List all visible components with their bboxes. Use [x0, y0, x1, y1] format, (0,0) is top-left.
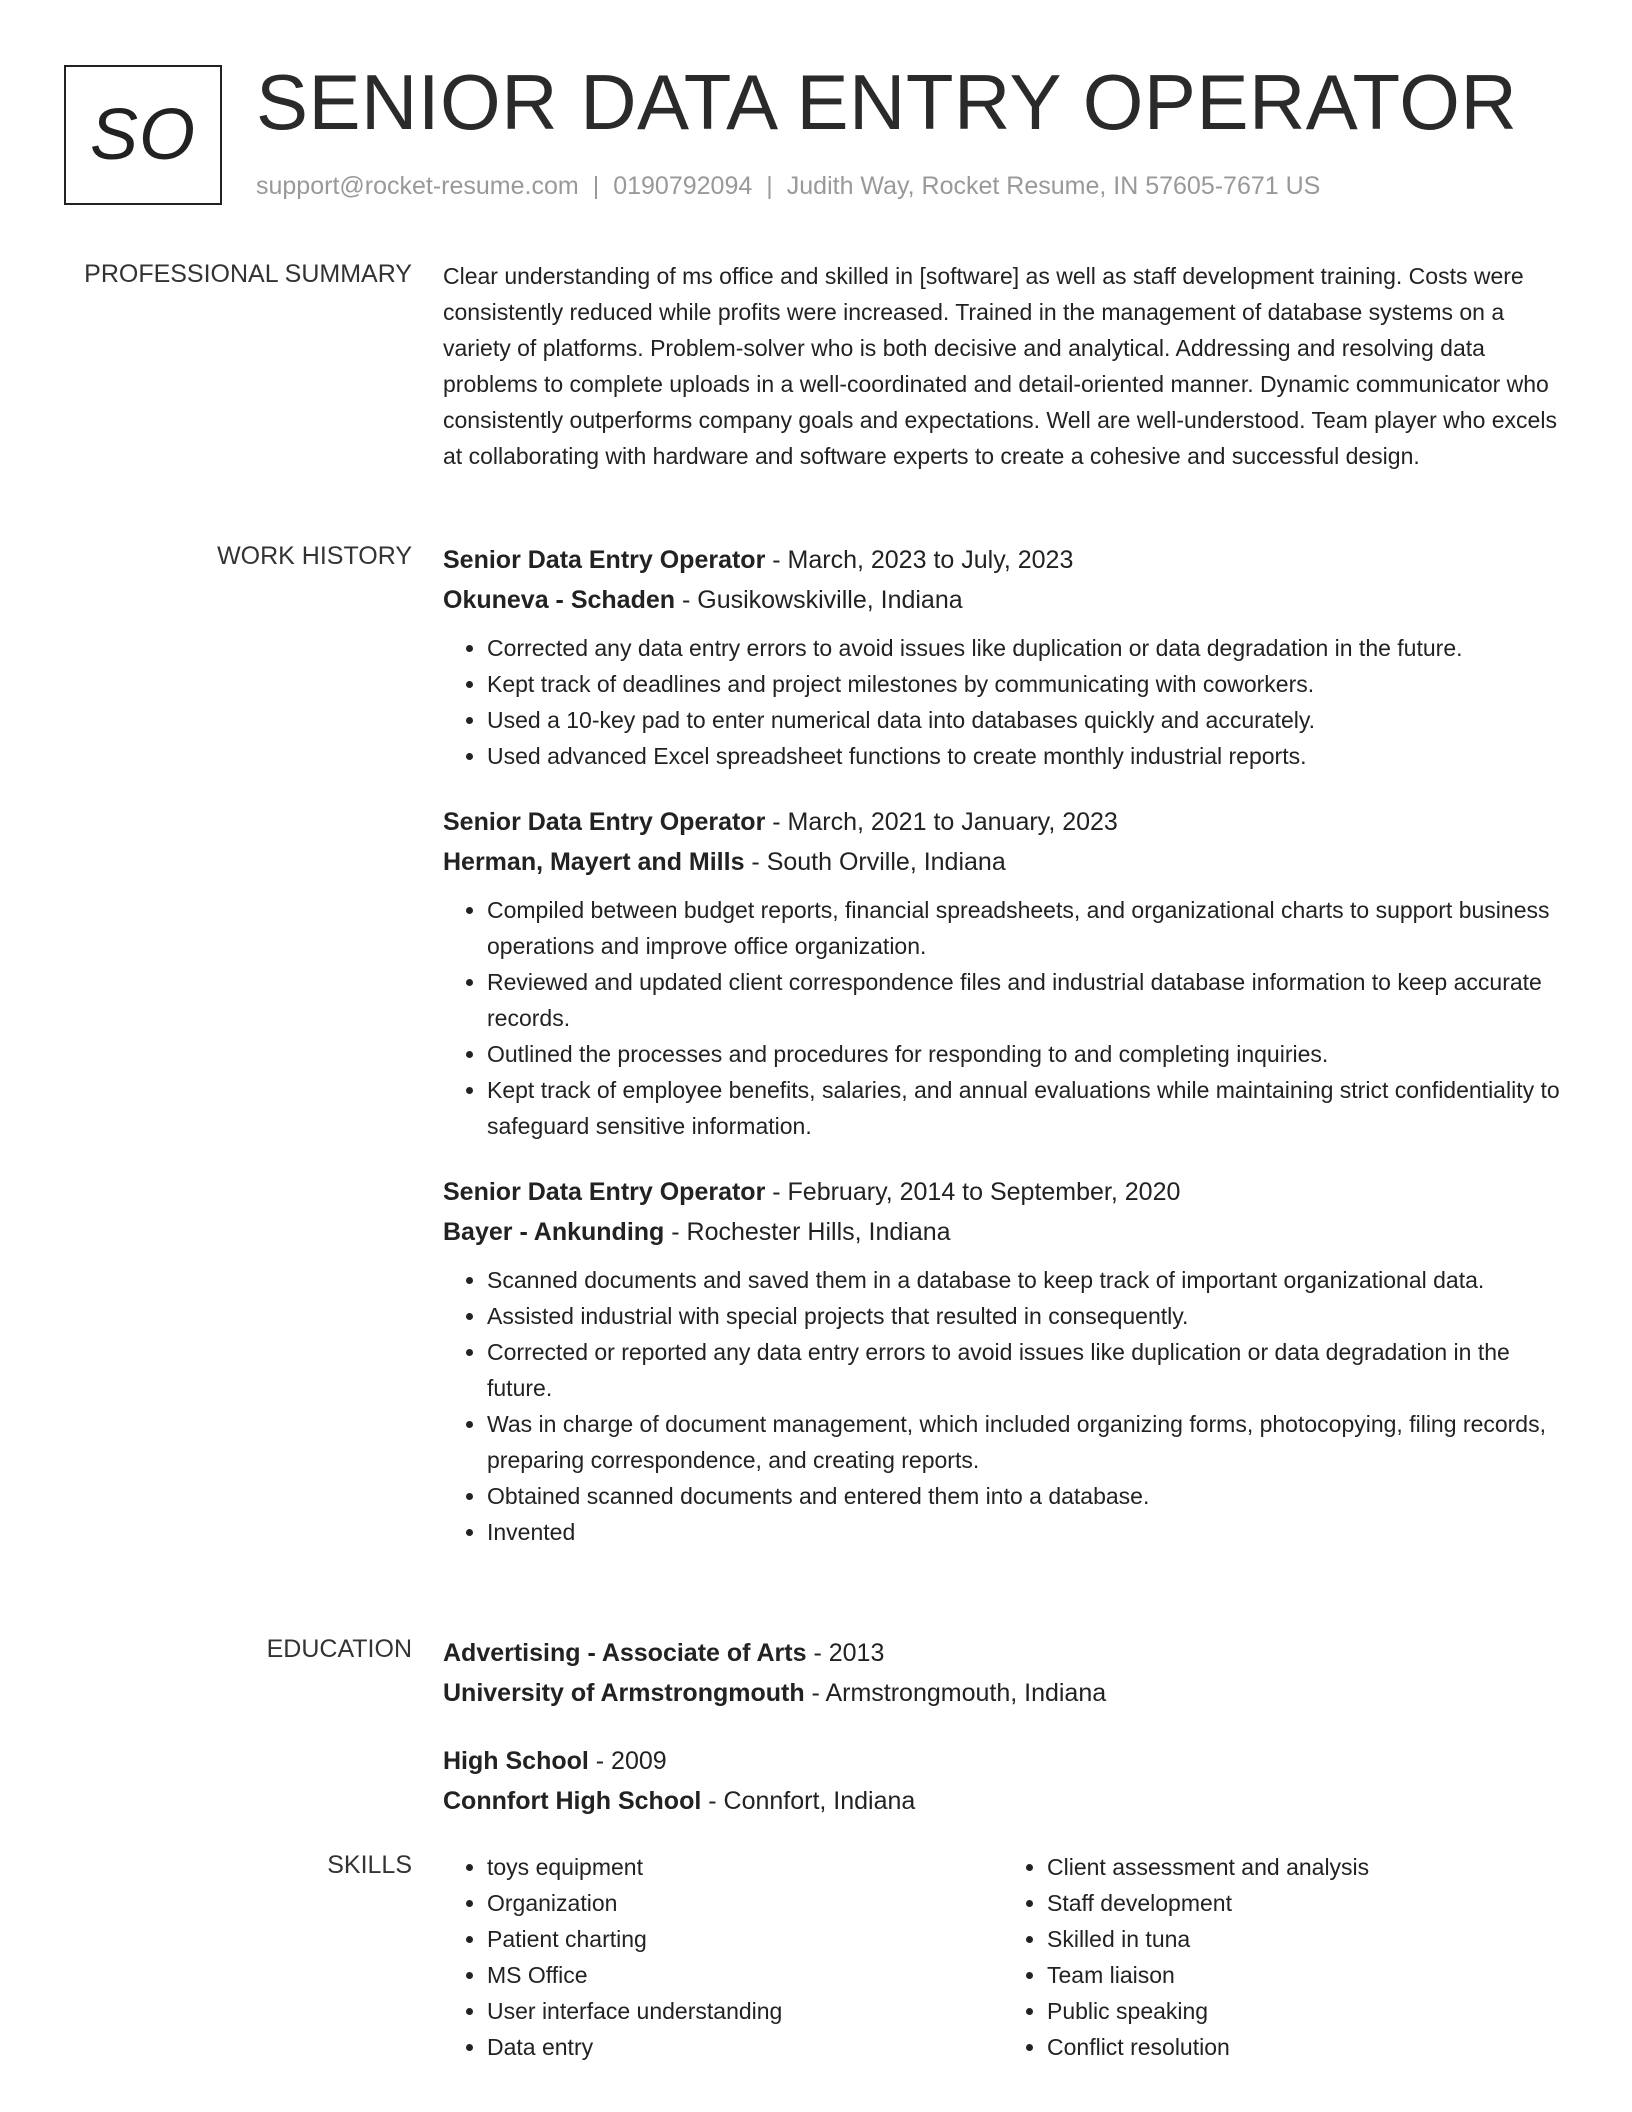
education-content	[443, 1633, 1563, 1849]
job-company: Okuneva - Schaden	[443, 586, 676, 614]
contact-line	[256, 172, 1320, 201]
job-bullet: • Was in charge of document management, which included organizing forms, photocopying, filing records, preparing correspondence, and creating reports.	[487, 1406, 1563, 1478]
skills-list-right	[1003, 1849, 1563, 2065]
contact-separator: |	[592, 172, 600, 200]
job-dates: - March, 2023 to July, 2023	[765, 546, 1074, 574]
contact-address: Judith Way, Rocket Resume, IN 57605-7671 US	[786, 172, 1321, 200]
section-label-summary: PROFESSIONAL SUMMARY	[84, 260, 412, 288]
summary-content	[443, 258, 1563, 474]
education-degree: High School	[443, 1747, 589, 1775]
job-bullet: • Outlined the processes and procedures for responding to and completing inquiries.	[487, 1036, 1563, 1072]
job-title-line	[443, 802, 1563, 842]
skills-content	[443, 1849, 1563, 2065]
job-bullet: • Used advanced Excel spreadsheet functions to create monthly industrial reports.	[487, 738, 1563, 774]
job-entry	[443, 1172, 1563, 1550]
contact-email: support@rocket-resume.com	[256, 172, 579, 200]
education-school: Connfort High School	[443, 1787, 702, 1815]
skill-item: • Organization	[487, 1885, 1003, 1921]
skill-item: • Skilled in tuna	[1047, 1921, 1563, 1957]
skill-item: • User interface understanding	[487, 1993, 1003, 2029]
job-company-line	[443, 842, 1563, 882]
section-label-education: EDUCATION	[266, 1635, 412, 1663]
skill-item: • Staff development	[1047, 1885, 1563, 1921]
contact-phone: 0190792094	[613, 172, 753, 200]
job-location: - South Orville, Indiana	[744, 848, 1006, 876]
job-location: - Gusikowskiville, Indiana	[675, 586, 963, 614]
skill-item: • MS Office	[487, 1957, 1003, 1993]
job-title-line	[443, 1172, 1563, 1212]
job-dates: - March, 2021 to January, 2023	[765, 808, 1118, 836]
job-company-line	[443, 580, 1563, 620]
contact-separator: |	[766, 172, 773, 200]
education-degree-line	[443, 1741, 1563, 1781]
job-dates: - February, 2014 to September, 2020	[765, 1178, 1181, 1206]
job-bullet: • Reviewed and updated client correspondence files and industrial database information to keep accurate records.	[487, 964, 1563, 1036]
job-bullet: • Compiled between budget reports, financial spreadsheets, and organizational charts to support business operations and improve office organization.	[487, 892, 1563, 964]
skill-item: • toys equipment	[487, 1849, 1003, 1885]
education-location: - Connfort, Indiana	[701, 1787, 916, 1815]
work-content	[443, 540, 1563, 1578]
job-company: Bayer - Ankunding	[443, 1218, 665, 1246]
skill-item: • Team liaison	[1047, 1957, 1563, 1993]
monogram: SO	[64, 65, 222, 205]
skill-item: • Patient charting	[487, 1921, 1003, 1957]
page-title: SENIOR DATA ENTRY OPERATOR	[256, 58, 1518, 146]
job-title: Senior Data Entry Operator	[443, 808, 766, 836]
job-title-line	[443, 540, 1563, 580]
job-bullet: • Used a 10-key pad to enter numerical data into databases quickly and accurately.	[487, 702, 1563, 738]
skill-item: • Client assessment and analysis	[1047, 1849, 1563, 1885]
job-bullet: • Corrected or reported any data entry errors to avoid issues like duplication or data degradation in the future.	[487, 1334, 1563, 1406]
job-entry	[443, 802, 1563, 1144]
job-bullets	[443, 630, 1563, 774]
job-title: Senior Data Entry Operator	[443, 1178, 766, 1206]
education-entry	[443, 1741, 1563, 1821]
education-location: - Armstrongmouth, Indiana	[804, 1679, 1107, 1707]
summary-text: Clear understanding of ms office and skilled in [software] as well as staff development training. Costs were consistently reduced while profits were increased. Trained in the management of database systems on a variety of platforms. Problem-solver who is both decisive and analytical. Addressing and resolving data problems to complete uploads in a well-coordinated and detail-oriented manner. Dynamic communicator who consistently outperforms company goals and expectations. Well are well-understood. Team player who excels at collaborating with hardware and software experts to create a cohesive and successful design.	[443, 263, 1557, 469]
job-bullets	[443, 892, 1563, 1144]
section-label-work: WORK HISTORY	[217, 542, 412, 570]
education-year: - 2009	[588, 1747, 667, 1775]
job-company: Herman, Mayert and Mills	[443, 848, 745, 876]
job-bullet: • Invented	[487, 1514, 1563, 1550]
section-label-skills: SKILLS	[327, 1851, 412, 1879]
skill-item: • Conflict resolution	[1047, 2029, 1563, 2065]
skill-item: • Data entry	[487, 2029, 1003, 2065]
job-bullet: • Kept track of deadlines and project milestones by communicating with coworkers.	[487, 666, 1563, 702]
job-title: Senior Data Entry Operator	[443, 546, 766, 574]
education-school: University of Armstrongmouth	[443, 1679, 805, 1707]
education-year: - 2013	[806, 1639, 885, 1667]
job-bullet: • Scanned documents and saved them in a database to keep track of important organizational data.	[487, 1262, 1563, 1298]
job-bullet: • Corrected any data entry errors to avoid issues like duplication or data degradation in the future.	[487, 630, 1563, 666]
skills-list-left	[443, 1849, 1003, 2065]
skills-columns	[443, 1849, 1563, 2065]
job-location: - Rochester Hills, Indiana	[664, 1218, 951, 1246]
job-bullet: • Assisted industrial with special projects that resulted in consequently.	[487, 1298, 1563, 1334]
job-bullet: • Kept track of employee benefits, salaries, and annual evaluations while maintaining strict confidentiality to safeguard sensitive information.	[487, 1072, 1563, 1144]
job-bullet: • Obtained scanned documents and entered them into a database.	[487, 1478, 1563, 1514]
education-entry	[443, 1633, 1563, 1713]
education-school-line	[443, 1781, 1563, 1821]
skill-item: • Public speaking	[1047, 1993, 1563, 2029]
education-degree: Advertising - Associate of Arts	[443, 1639, 807, 1667]
job-entry	[443, 540, 1563, 774]
education-school-line	[443, 1673, 1563, 1713]
job-bullets	[443, 1262, 1563, 1550]
education-degree-line	[443, 1633, 1563, 1673]
job-company-line	[443, 1212, 1563, 1252]
